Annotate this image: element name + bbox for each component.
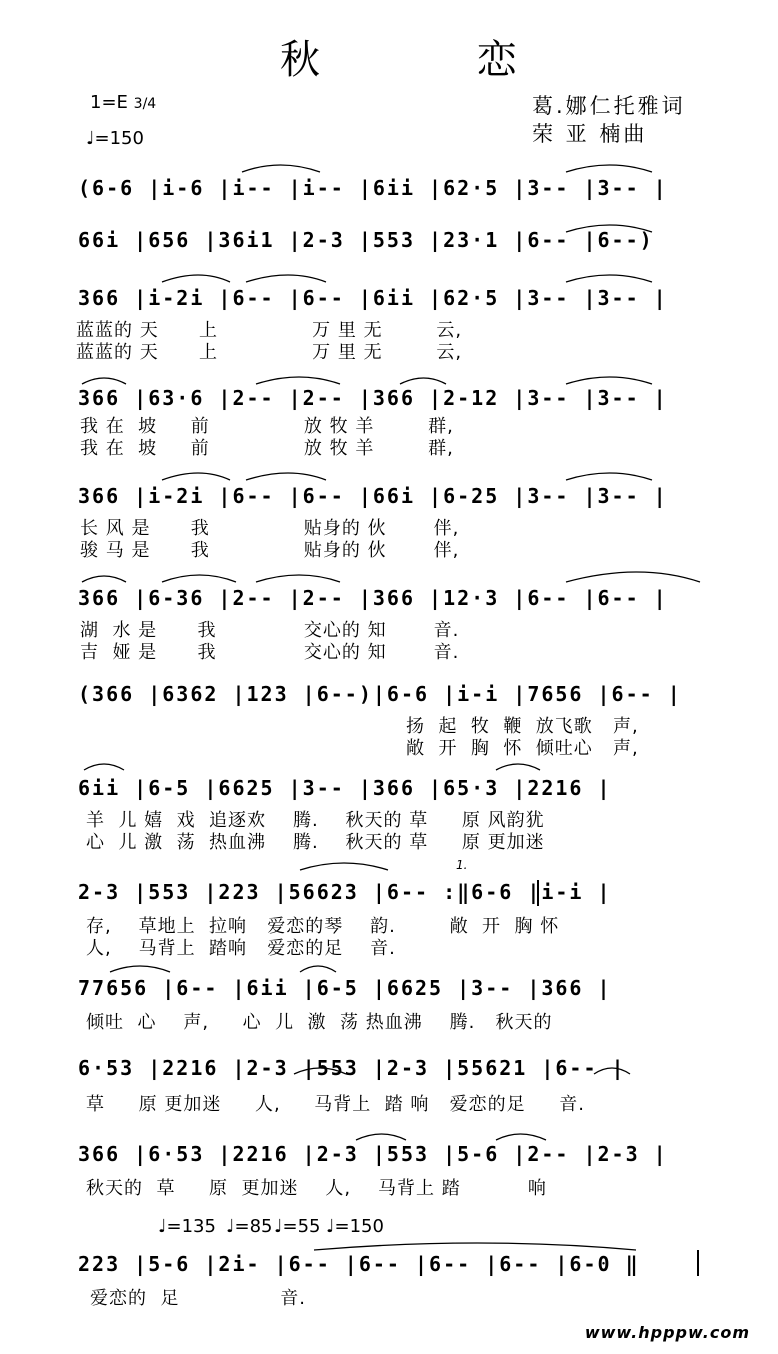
- slur: [256, 377, 340, 384]
- lyric-row-4-verse-1: 我 在 坡 前 放 牧 羊 群,: [80, 416, 454, 437]
- lyric-row-3-verse-2: 蓝蓝的 天 上 万 里 无 云,: [76, 342, 463, 363]
- key-signature: [90, 92, 156, 113]
- lyric-row-11: 草 原 更加迷 人, 马背上 踏 响 爱恋的足 音.: [86, 1094, 585, 1115]
- notation-row-2: 66i |656 |36i1 |2-3 |553 |23·1 |6-- |6--): [78, 228, 654, 252]
- notation-row-7: (366 |6362 |123 |6--)|6-6 |i-i |7656 |6-- |: [78, 682, 682, 706]
- slur: [566, 275, 652, 282]
- slur: [566, 165, 652, 172]
- lyric-row-7-verse-2: 敞 开 胸 怀 倾吐心 声,: [406, 738, 639, 759]
- notation-row-8: 6ii |6-5 |6625 |3-- |366 |65·3 |2216 |: [78, 776, 612, 800]
- slur: [566, 473, 652, 480]
- slur: [400, 378, 446, 384]
- composer-credit: 荣 亚 楠曲: [532, 122, 648, 146]
- lyric-row-8-verse-2: 心 儿 激 荡 热血沸 腾. 秋天的 草 原 更加迷: [86, 832, 545, 853]
- slur: [162, 275, 230, 282]
- slur: [110, 966, 170, 972]
- lyric-row-13: 爱恋的 足 音.: [90, 1288, 306, 1309]
- notation-row-5: 366 |i-2i |6-- |6-- |66i |6-25 |3-- |3-- |: [78, 484, 668, 508]
- slur: [496, 1134, 546, 1140]
- tempo-change-3: ♩=55: [274, 1216, 321, 1237]
- notation-row-3: 366 |i-2i |6-- |6-- |6ii |62·5 |3-- |3-- |: [78, 286, 668, 310]
- slur: [246, 473, 326, 480]
- slur: [300, 966, 336, 972]
- site-watermark: www.hpppw.com: [584, 1323, 750, 1342]
- volta-marking: 1.: [456, 858, 468, 872]
- slur: [246, 275, 326, 282]
- slur: [314, 1243, 636, 1250]
- slur: [566, 572, 700, 582]
- tempo-change-4: ♩=150: [326, 1216, 384, 1237]
- slur: [162, 473, 230, 480]
- notation-row-9: 2-3 |553 |223 |56623 |6-- :‖6-6 |i-i |: [78, 880, 612, 904]
- notation-row-1: (6-6 |i-6 |i-- |i-- |6ii |62·5 |3-- |3-- |: [78, 176, 668, 200]
- lyric-row-9-verse-1: 存, 草地上 拉响 爱恋的琴 韵. 敞 开 胸 怀: [86, 916, 560, 937]
- slur: [496, 764, 540, 770]
- slur: [566, 377, 652, 384]
- tempo-change-2: ♩=85: [226, 1216, 273, 1237]
- slur: [84, 764, 124, 770]
- slur: [242, 165, 320, 172]
- slur: [300, 863, 388, 870]
- notation-row-6: 366 |6-36 |2-- |2-- |366 |12·3 |6-- |6-- |: [78, 586, 668, 610]
- lyric-row-8-verse-1: 羊 儿 嬉 戏 追逐欢 腾. 秋天的 草 原 风韵犹: [86, 810, 545, 831]
- lyric-row-5-verse-1: 长 风 是 我 贴身的 伙 伴,: [80, 518, 460, 539]
- lyric-row-7-verse-1: 扬 起 牧 鞭 放飞歌 声,: [406, 716, 639, 737]
- notation-row-10: 77656 |6-- |6ii |6-5 |6625 |3-- |366 |: [78, 976, 612, 1000]
- lyric-row-5-verse-2: 骏 马 是 我 贴身的 伙 伴,: [80, 540, 460, 561]
- notation-row-4: 366 |63·6 |2-- |2-- |366 |2-12 |3-- |3-- |: [78, 386, 668, 410]
- lyric-row-9-verse-2: 人, 马背上 踏响 爱恋的足 音.: [86, 938, 396, 959]
- slur: [162, 575, 236, 582]
- lyricist-credit: 葛.娜仁托雅词: [532, 94, 686, 118]
- notation-row-13: 223 |5-6 |2i- |6-- |6-- |6-- |6-- |6-0 ‖: [78, 1252, 640, 1276]
- notation-row-11: 6·53 |2216 |2-3 |553 |2-3 |55621 |6-- |: [78, 1056, 626, 1080]
- lyric-row-4-verse-2: 我 在 坡 前 放 牧 羊 群,: [80, 438, 454, 459]
- tempo-marking: ♩=150: [86, 128, 144, 149]
- lyric-row-10: 倾吐 心 声, 心 儿 激 荡 热血沸 腾. 秋天的: [86, 1012, 553, 1033]
- time-signature: 3/4: [133, 96, 157, 112]
- song-title: 秋 恋: [280, 37, 589, 83]
- lyric-row-6-verse-2: 吉 娅 是 我 交心的 知 音.: [80, 642, 460, 663]
- lyric-row-12: 秋天的 草 原 更加迷 人, 马背上 踏 响: [86, 1178, 547, 1199]
- notation-row-12: 366 |6·53 |2216 |2-3 |553 |5-6 |2-- |2-3 |: [78, 1142, 668, 1166]
- lyric-row-6-verse-1: 湖 水 是 我 交心的 知 音.: [80, 620, 460, 641]
- key-label: 1=E: [90, 92, 128, 113]
- slur: [82, 576, 126, 582]
- tempo-change-1: ♩=135: [158, 1216, 216, 1237]
- lyric-row-3-verse-1: 蓝蓝的 天 上 万 里 无 云,: [76, 320, 463, 341]
- slur: [356, 1134, 406, 1140]
- slur: [256, 575, 340, 582]
- slur: [82, 378, 126, 384]
